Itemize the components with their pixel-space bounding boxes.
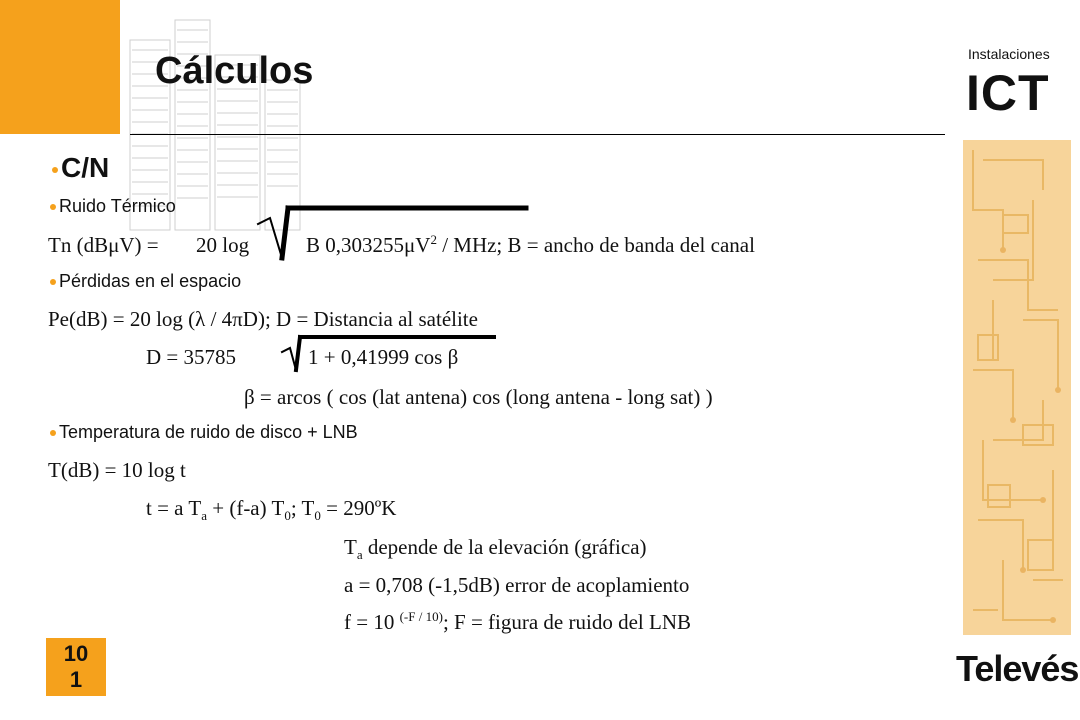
subheading-ruido-text: Ruido Térmico	[59, 196, 176, 216]
tn-sup: 2	[430, 232, 437, 247]
pe-formula: Pe(dB) = 20 log (λ / 4πD); D = Distancia al satélite	[48, 307, 478, 331]
beta-formula: β = arcos ( cos (lat antena) cos (long antena - long sat) )	[244, 385, 713, 409]
tn-mid: 20 log	[196, 233, 250, 257]
subheading-perdidas-text: Pérdidas en el espacio	[59, 271, 242, 291]
page-number-line2: 1	[69, 667, 83, 692]
t-eq-part-b: + (f-a) T	[206, 496, 285, 520]
page-title: Cálculos	[155, 50, 314, 92]
brand-title: ICT	[966, 65, 1050, 121]
sqrt-sign-d	[282, 337, 494, 370]
t-eq-part-d: = 290ºK	[320, 496, 397, 520]
f-part-a: f = 10	[344, 610, 400, 634]
a-line: a = 0,708 (-1,5dB) error de acoplamiento	[344, 573, 690, 597]
f-sup: (-F / 10)	[399, 609, 443, 624]
t-eq-sub-0: 0	[284, 508, 291, 523]
page-number-badge	[46, 638, 106, 696]
t-eq-sub-0b: 0	[314, 508, 321, 523]
ta-symbol: T	[344, 535, 357, 559]
section-heading-text: C/N	[61, 152, 110, 183]
page-number-line1: 10	[63, 641, 89, 666]
t-eq-part-c: ; T	[290, 496, 315, 520]
d-left: D = 35785	[146, 345, 237, 369]
ta-sub: a	[356, 547, 363, 562]
ta-text: depende de la elevación (gráfica)	[362, 535, 647, 559]
t-eq-sub-a: a	[201, 508, 207, 523]
tn-left: Tn (dBμV) =	[48, 233, 159, 257]
t-eq-part-a: t = a T	[146, 496, 202, 520]
sqrt-sign-tn	[258, 208, 526, 258]
d-radicand: 1 + 0,41999 cos β	[308, 345, 459, 369]
f-part-b: ; F = figura de ruido del LNB	[442, 610, 691, 634]
subheading-temp-text: Temperatura de ruido de disco + LNB	[59, 422, 358, 442]
tn-tail: / MHz; B = ancho de banda del canal	[436, 233, 755, 257]
televes-logo: Televés	[956, 648, 1079, 689]
t-formula: T(dB) = 10 log t	[48, 458, 186, 482]
brand-subtitle: Instalaciones	[968, 46, 1050, 62]
tn-radicand-text: B 0,303255μV	[306, 233, 431, 257]
